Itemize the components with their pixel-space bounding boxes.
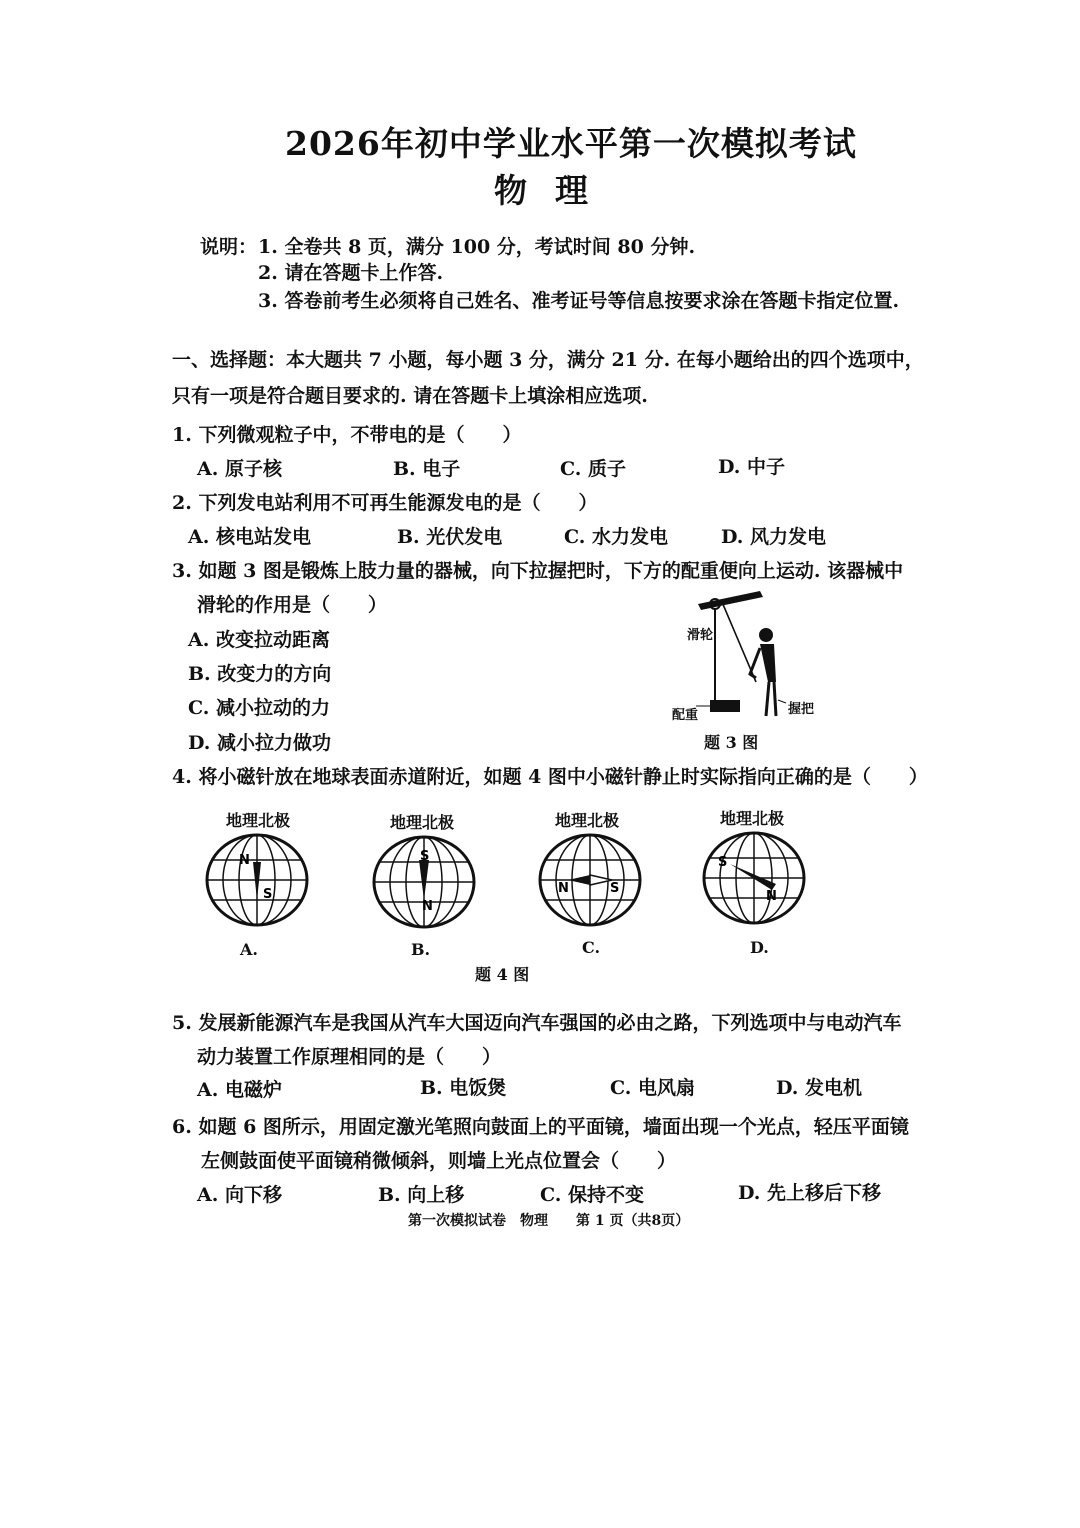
question-6-option-c: C. 保持不变	[540, 1184, 645, 1206]
globe-c-north-label: 地理北极	[555, 811, 620, 830]
question-5-option-c: C. 电风扇	[610, 1077, 696, 1099]
subject-title: 物理	[494, 171, 616, 210]
question-2-option-b: B. 光伏发电	[397, 526, 503, 548]
exam-title: 2026年初中学业水平第一次模拟考试	[285, 124, 857, 163]
question-2-option-d: D. 风力发电	[721, 526, 827, 548]
question-1-option-c: C. 质子	[560, 458, 627, 480]
question-5-stem: 5. 发展新能源汽车是我国从汽车大国迈向汽车强国的必由之路，下列选项中与电动汽车	[172, 1012, 902, 1034]
handle-label: 握把	[788, 702, 815, 717]
section1-heading-line2: 只有一项是符合题目要求的. 请在答题卡上填涂相应选项.	[172, 385, 648, 407]
question-5-option-b: B. 电饭煲	[420, 1077, 507, 1099]
question-1-option-d: D. 中子	[718, 456, 786, 478]
globe-b-letter: B.	[411, 940, 431, 959]
page-footer: 第一次模拟试卷 物理 第 1 页（共8页）	[408, 1213, 690, 1229]
globe-c	[536, 830, 644, 930]
question-6-stem: 6. 如题 6 图所示，用固定激光笔照向鼓面上的平面镜，墙面出现一个光点，轻压平面镜	[172, 1116, 909, 1138]
question-2-option-a: A. 核电站发电	[188, 526, 311, 548]
globe-a-pole-s: S	[263, 887, 273, 902]
question-1-stem: 1. 下列微观粒子中，不带电的是（ ）	[172, 424, 522, 446]
globe-a-north-label: 地理北极	[226, 811, 291, 830]
section1-heading: 一、选择题：本大题共 7 小题，每小题 3 分，满分 21 分. 在每小题给出的四个选项中，	[172, 349, 924, 371]
instructions-label: 说明：	[200, 236, 258, 258]
question-1-option-b: B. 电子	[393, 458, 461, 480]
figure-4-caption: 题 4 图	[475, 965, 530, 984]
question-3-stem-line2: 滑轮的作用是（ ）	[197, 594, 388, 616]
question-2-option-c: C. 水力发电	[564, 526, 669, 548]
question-6-option-b: B. 向上移	[378, 1184, 465, 1206]
question-4-stem: 4. 将小磁针放在地球表面赤道附近，如题 4 图中小磁针静止时实际指向正确的是（ ）	[172, 766, 928, 788]
globe-b	[370, 832, 478, 932]
question-5-stem-line2: 动力装置工作原理相同的是（ ）	[197, 1046, 502, 1068]
pulley-label: 滑轮	[687, 628, 714, 643]
globe-d-pole-s: S	[718, 855, 728, 870]
question-3-stem: 3. 如题 3 图是锻炼上肢力量的器械，向下拉握把时，下方的配重便向上运动. 该器械中	[172, 560, 904, 582]
globe-d-letter: D.	[750, 938, 769, 957]
globe-a-pole-n: N	[239, 853, 250, 868]
question-3-option-b: B. 改变力的方向	[188, 663, 332, 685]
question-6-option-d: D. 先上移后下移	[738, 1182, 882, 1204]
globe-a-letter: A.	[240, 940, 258, 959]
globe-c-letter: C.	[582, 938, 601, 957]
globe-c-pole-s: S	[610, 881, 620, 896]
globe-d-north-label: 地理北极	[720, 809, 785, 828]
weight-label: 配重	[672, 708, 699, 723]
globe-a	[203, 830, 311, 930]
question-5-option-a: A. 电磁炉	[197, 1079, 282, 1101]
globe-b-north-label: 地理北极	[390, 813, 455, 832]
globe-b-pole-n: N	[422, 899, 433, 914]
instruction-item-2: 2. 请在答题卡上作答.	[258, 262, 444, 284]
globe-d	[700, 828, 808, 928]
question-5-option-d: D. 发电机	[776, 1077, 863, 1099]
question-2-stem: 2. 下列发电站利用不可再生能源发电的是（ ）	[172, 492, 598, 514]
globe-b-pole-s: S	[420, 849, 430, 864]
figure-3-caption: 题 3 图	[704, 733, 759, 752]
question-6-stem-line2: 左侧鼓面使平面镜稍微倾斜，则墙上光点位置会（ ）	[201, 1150, 677, 1172]
question-3-option-d: D. 减小拉力做功	[188, 732, 332, 754]
instruction-item-3: 3. 答卷前考生必须将自己姓名、准考证号等信息按要求涂在答题卡指定位置.	[258, 290, 900, 312]
instruction-item-1: 1. 全卷共 8 页，满分 100 分，考试时间 80 分钟.	[258, 236, 696, 258]
globe-d-pole-n: N	[766, 889, 777, 904]
question-1-option-a: A. 原子核	[197, 458, 282, 480]
question-3-option-a: A. 改变拉动距离	[188, 629, 330, 651]
question-3-option-c: C. 减小拉动的力	[188, 697, 331, 719]
globe-c-pole-n: N	[558, 881, 569, 896]
question-6-option-a: A. 向下移	[197, 1184, 282, 1206]
